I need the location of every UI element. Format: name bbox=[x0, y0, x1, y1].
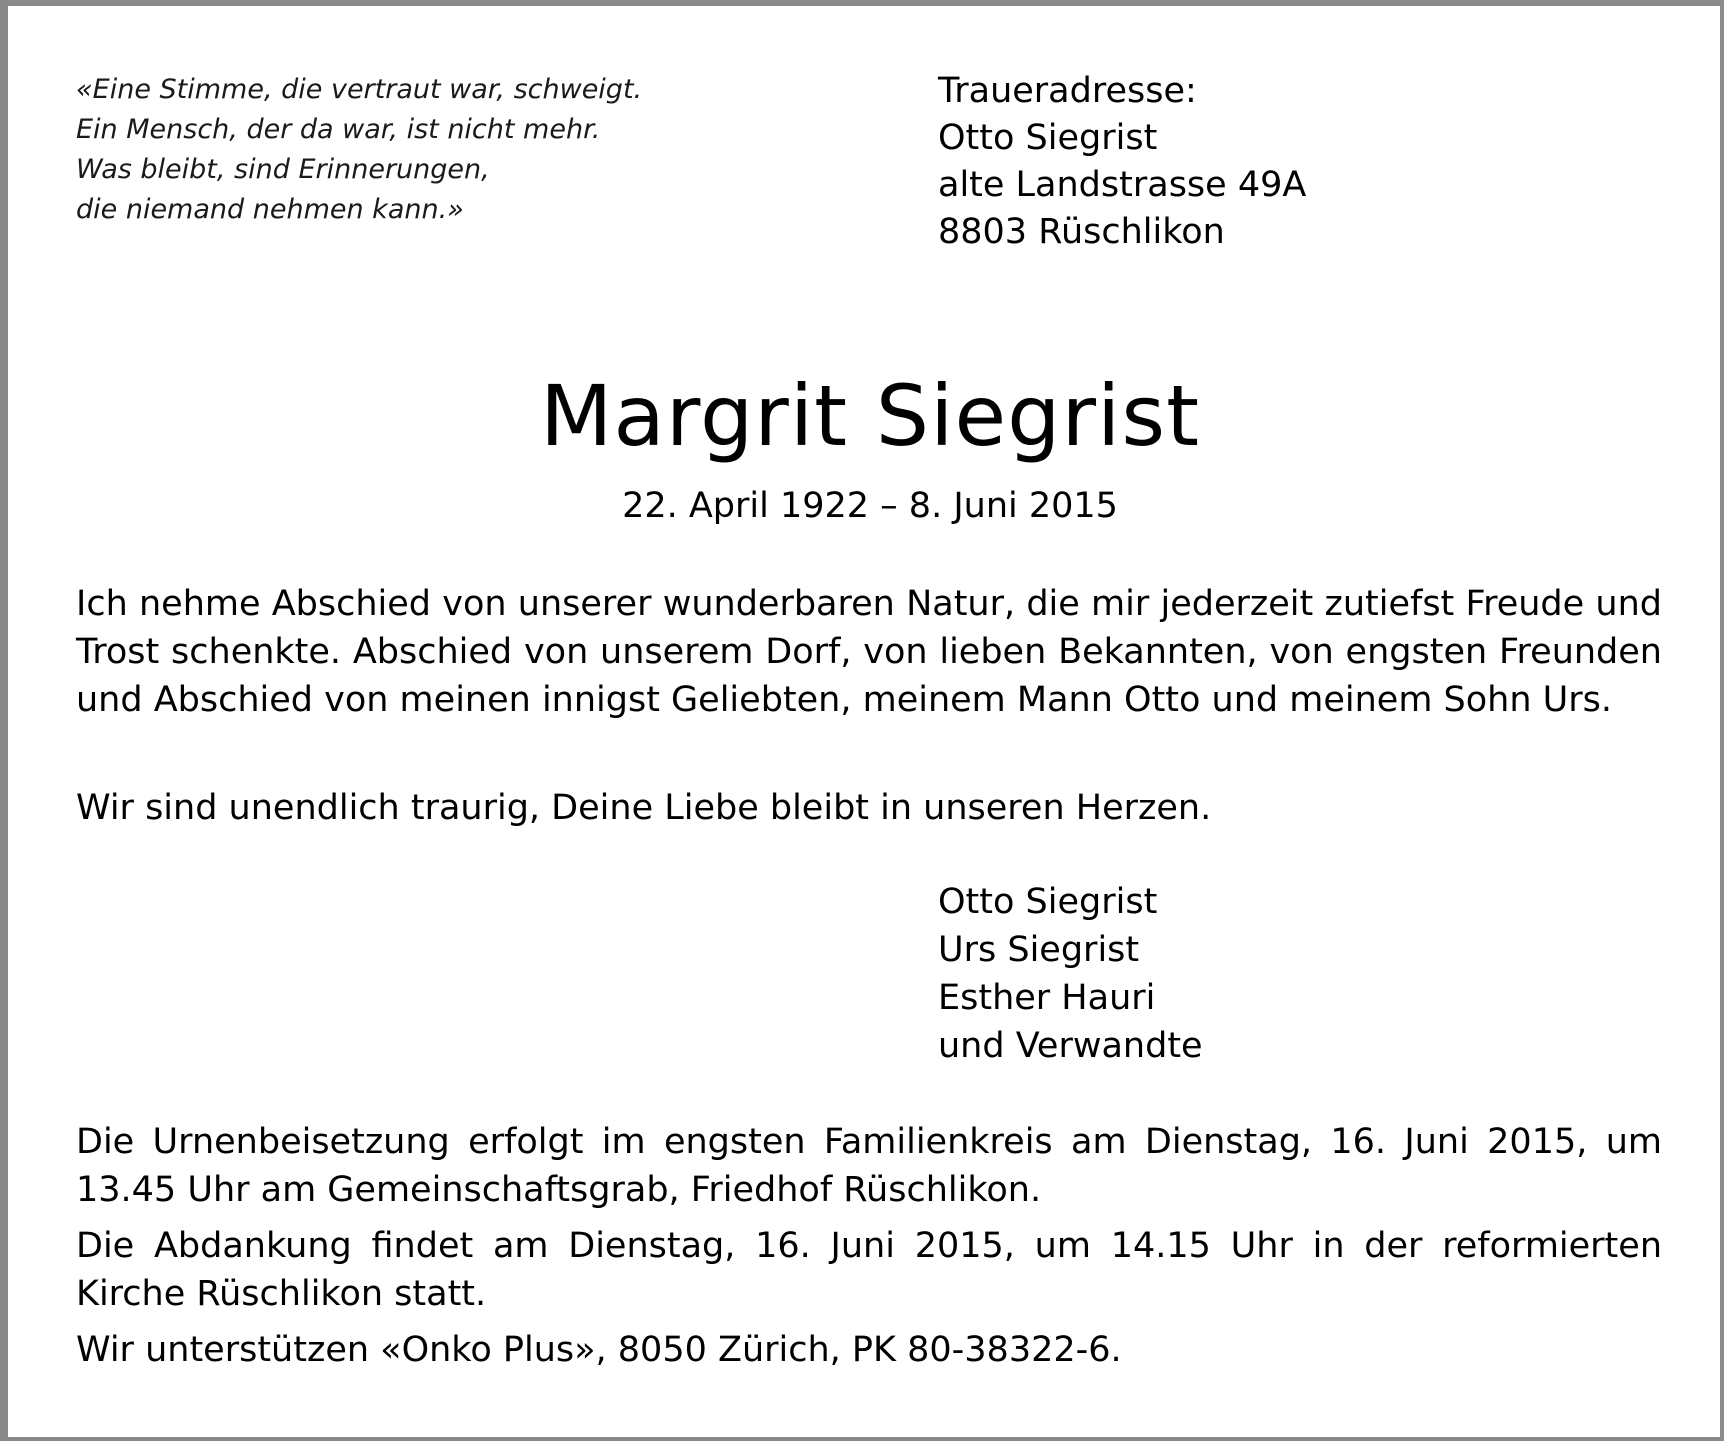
signer: Urs Siegrist bbox=[938, 930, 1140, 970]
quote-line: Was bleibt, sind Erinnerungen, bbox=[76, 154, 490, 185]
address-street: alte Landstrasse 49A bbox=[938, 165, 1307, 205]
memorial-quote bbox=[76, 70, 796, 230]
signer: Esther Hauri bbox=[938, 978, 1156, 1018]
address-label: Traueradresse: bbox=[938, 71, 1197, 111]
mourning-address bbox=[938, 68, 1638, 256]
donation-notice: Wir unterstützen «Onko Plus», 8050 Zürich, PK 80-38322-6. bbox=[76, 1330, 1122, 1370]
service-notice: Die Abdankung findet am Dienstag, 16. Juni 2015, um 14.15 Uhr in der reformierten Kirche Rüschlikon statt. bbox=[76, 1226, 1662, 1314]
burial-notice: Die Urnenbeisetzung erfolgt im engsten Familienkreis am Dienstag, 16. Juni 2015, um 13.45 Uhr am Gemeinschaftsgrab, Friedhof Rüschlikon. bbox=[76, 1122, 1662, 1210]
quote-line: die niemand nehmen kann.» bbox=[76, 194, 464, 225]
deceased-name: Margrit Siegrist bbox=[539, 367, 1201, 465]
quote-line: Ein Mensch, der da war, ist nicht mehr. bbox=[76, 114, 601, 145]
signer: Otto Siegrist bbox=[938, 882, 1158, 922]
address-name: Otto Siegrist bbox=[938, 118, 1158, 158]
signer: und Verwandte bbox=[938, 1026, 1203, 1066]
farewell-closing: Wir sind unendlich traurig, Deine Liebe bleibt in unseren Herzen. bbox=[76, 788, 1212, 828]
quote-line: «Eine Stimme, die vertraut war, schweigt. bbox=[76, 74, 643, 105]
farewell-paragraph: Ich nehme Abschied von unserer wunderbaren Natur, die mir jederzeit zutiefst Freude und Trost schenkte. Abschied von unserem Dorf, von lieben Bekannten, von engsten Freunden und Abschied von meinen innigst Geliebten, meinem Mann Otto und meinem Sohn Urs. bbox=[76, 584, 1662, 720]
life-dates: 22. April 1922 – 8. Juni 2015 bbox=[622, 486, 1118, 526]
signers-list bbox=[938, 878, 1638, 1070]
address-city: 8803 Rüschlikon bbox=[938, 212, 1225, 252]
